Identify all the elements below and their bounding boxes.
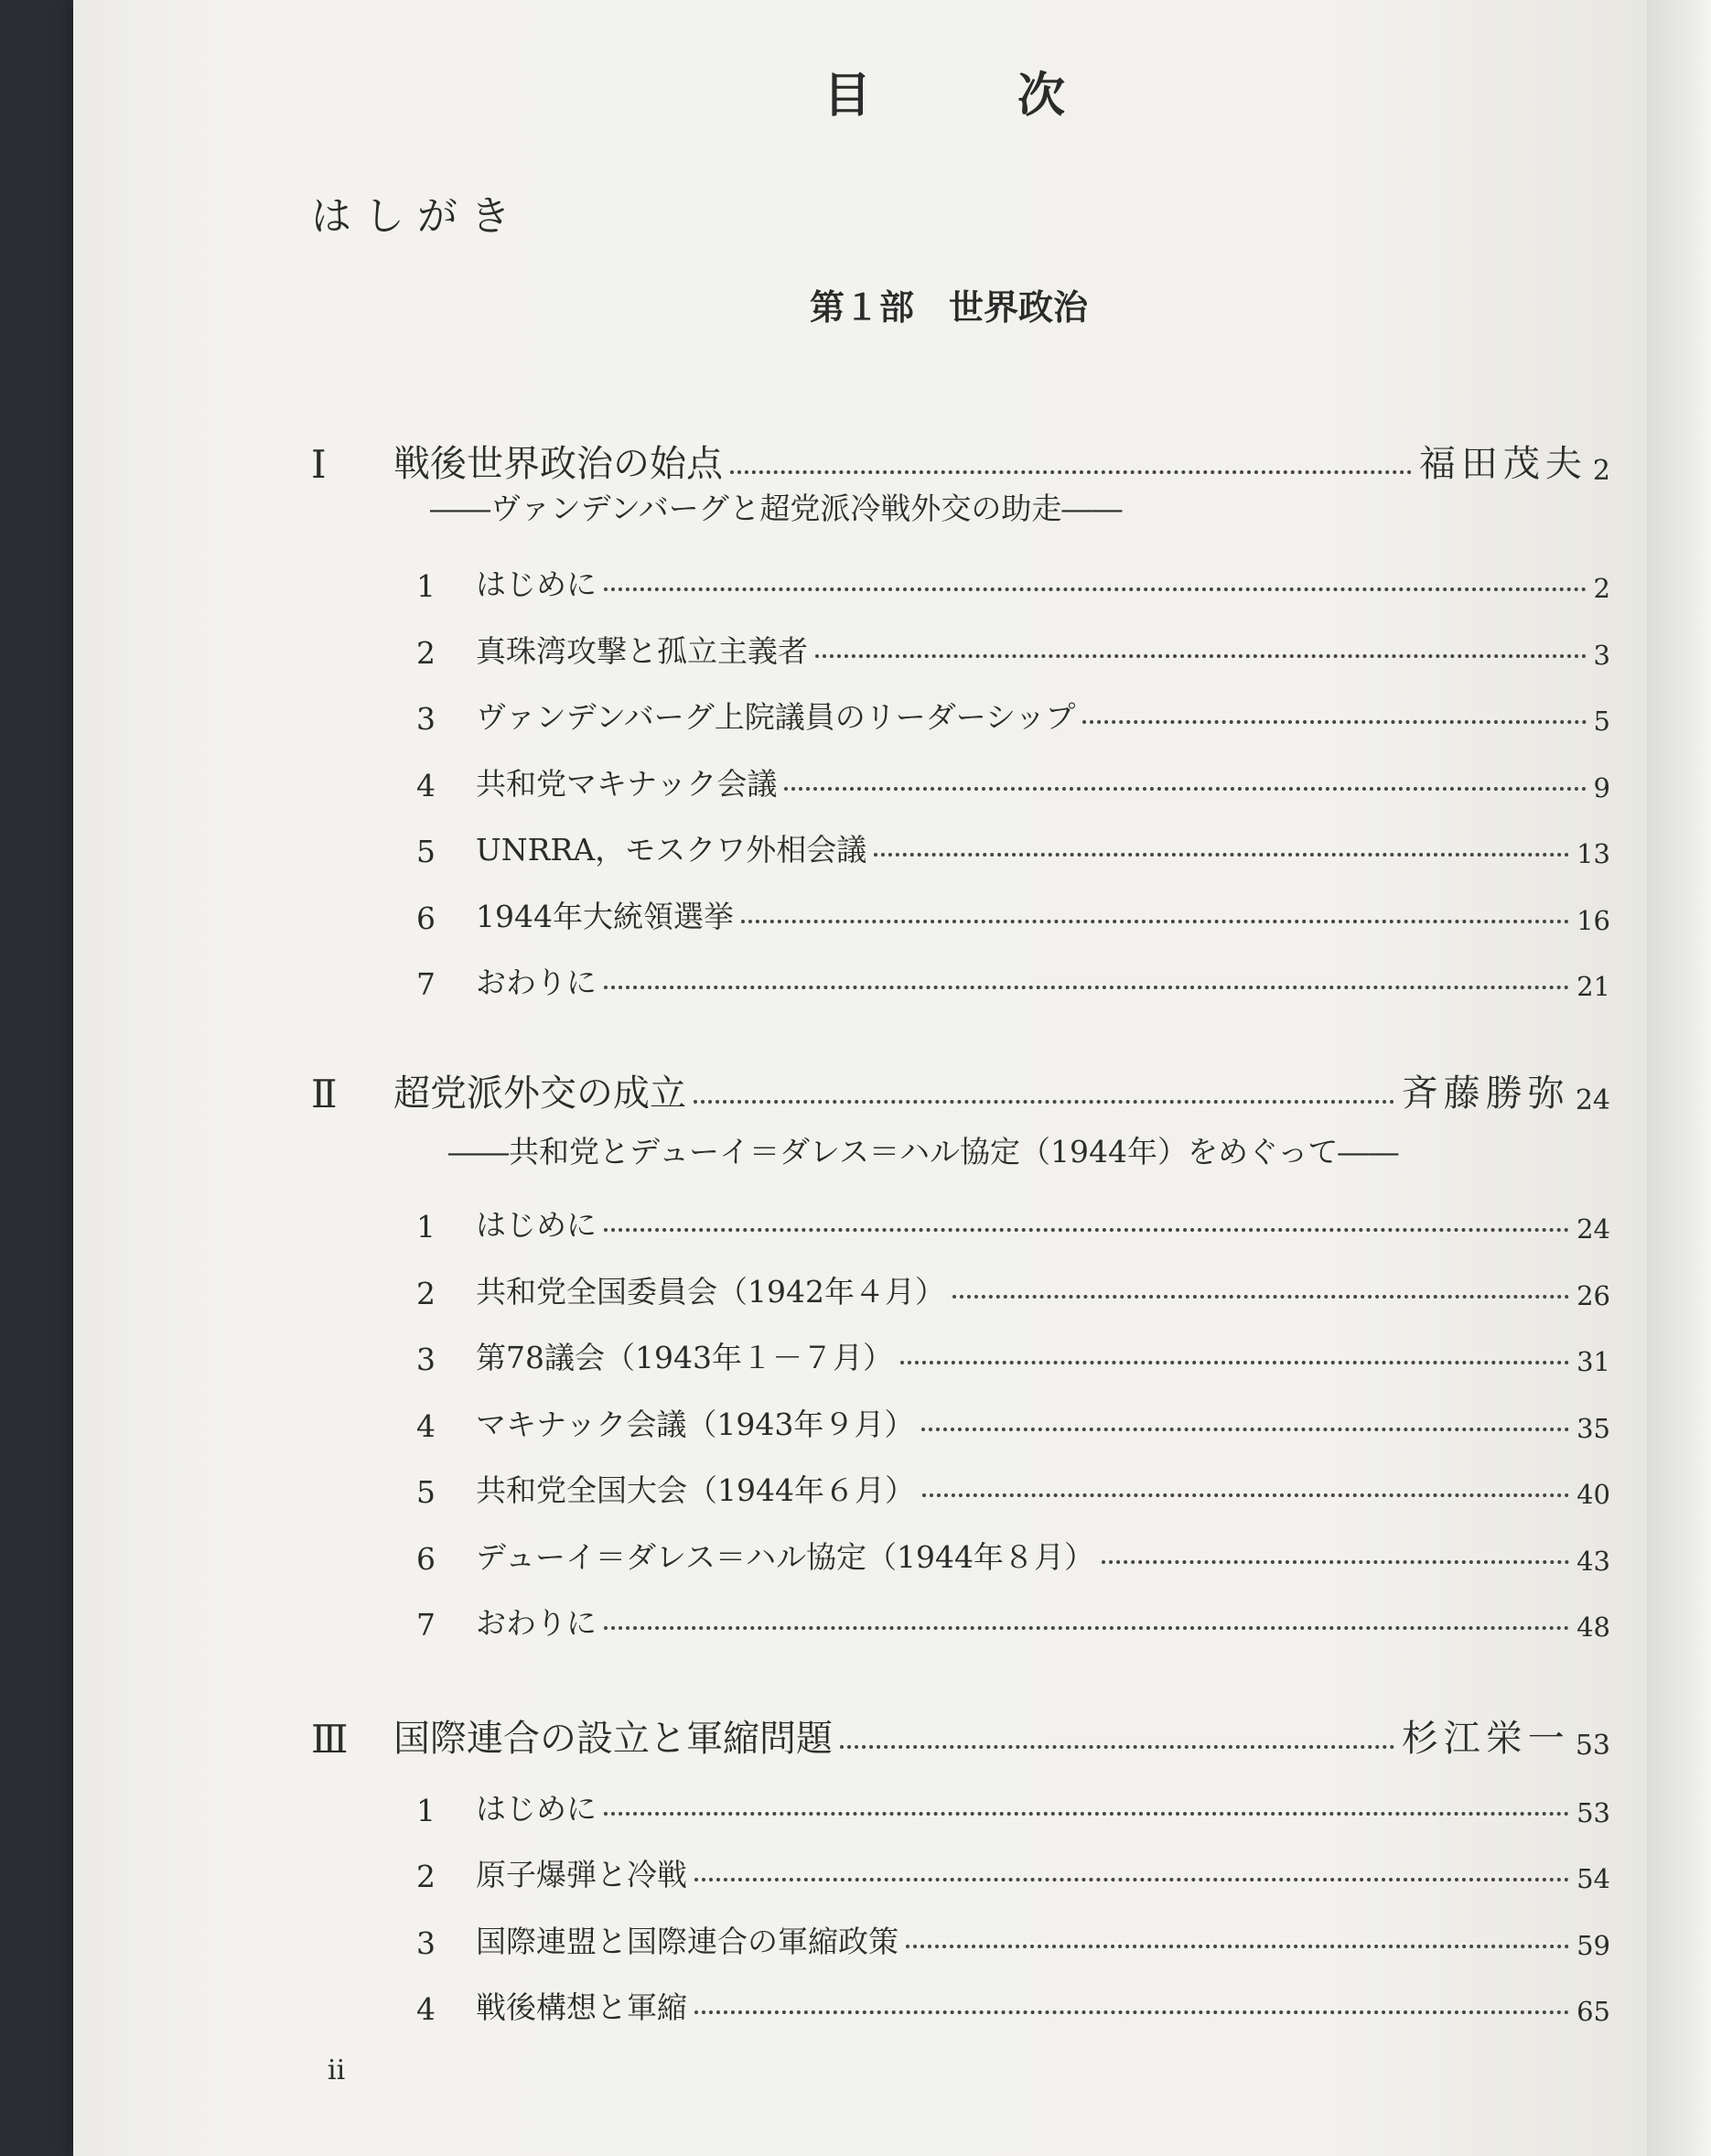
section-number: 6 xyxy=(416,1541,436,1577)
chapter-subtitle: ――共和党とデューイ＝ダレス＝ハル協定（1944年）をめぐって―― xyxy=(448,1134,1399,1170)
leader-dots xyxy=(900,1361,1569,1364)
leader-dots xyxy=(840,1745,1394,1749)
leader-dots xyxy=(741,920,1569,923)
section-page: 59 xyxy=(1576,1930,1610,1961)
section-number: 4 xyxy=(416,1991,436,2027)
section-page: 5 xyxy=(1593,706,1610,737)
section-entry xyxy=(416,1915,1610,1961)
page-folio: ii xyxy=(328,2054,346,2086)
section-title: UNRRA，モスクワ外相会議 xyxy=(476,832,867,868)
section-entry xyxy=(416,558,1610,604)
section-entry xyxy=(416,824,1610,869)
section-entry xyxy=(416,1199,1610,1245)
leader-dots xyxy=(730,470,1412,474)
section-number: 3 xyxy=(416,701,436,737)
section-entry xyxy=(416,758,1610,803)
section-entry xyxy=(416,1266,1610,1311)
section-entry xyxy=(416,1398,1610,1444)
section-number: 4 xyxy=(416,768,436,803)
leader-dots xyxy=(604,588,1587,591)
section-page: 40 xyxy=(1576,1479,1610,1510)
chapter-page: 24 xyxy=(1575,1084,1610,1116)
section-page: 43 xyxy=(1576,1546,1610,1577)
section-number: 4 xyxy=(416,1408,436,1444)
section-page: 13 xyxy=(1576,838,1610,869)
section-number: 5 xyxy=(416,834,436,869)
chapter-number: Ⅲ xyxy=(311,1717,349,1762)
section-entry xyxy=(416,956,1610,1002)
section-entry xyxy=(416,1464,1610,1510)
section-page: 2 xyxy=(1593,573,1610,604)
section-number: 2 xyxy=(416,1276,436,1311)
section-number: 2 xyxy=(416,1859,436,1894)
section-entry xyxy=(416,1849,1610,1894)
leader-dots xyxy=(694,1878,1569,1881)
section-number: 3 xyxy=(416,1342,436,1377)
section-page: 26 xyxy=(1576,1280,1610,1311)
section-title: はじめに xyxy=(476,1791,597,1827)
section-title: 戦後構想と軍縮 xyxy=(476,1989,687,2025)
section-title: 共和党マキナック会議 xyxy=(476,766,778,802)
chapter-author: 斉藤勝弥 xyxy=(1401,1073,1570,1115)
section-entry xyxy=(416,625,1610,671)
section-number: 1 xyxy=(416,1209,436,1245)
section-number: 7 xyxy=(416,966,436,1002)
chapter-number: Ⅱ xyxy=(311,1072,338,1116)
leader-dots xyxy=(874,853,1569,857)
leader-dots xyxy=(694,1100,1394,1104)
section-number: 2 xyxy=(416,635,436,671)
section-title: はじめに xyxy=(476,1207,597,1243)
chapter-title: 超党派外交の成立 xyxy=(393,1073,686,1115)
leader-dots xyxy=(1102,1560,1569,1564)
section-title: 真珠湾攻撃と孤立主義者 xyxy=(476,633,808,669)
section-title: マキナック会議（1943年９月） xyxy=(476,1407,915,1442)
section-title: おわりに xyxy=(476,1605,597,1641)
chapter-3 xyxy=(311,1698,1610,1762)
leader-dots xyxy=(694,2010,1569,2014)
leader-dots xyxy=(922,1493,1569,1497)
section-entry xyxy=(416,691,1610,737)
part-heading: 第１部 世界政治 xyxy=(810,286,1089,328)
toc-title: 目次 xyxy=(823,68,1212,124)
leader-dots xyxy=(604,1812,1569,1816)
leader-dots xyxy=(815,654,1587,658)
section-number: 3 xyxy=(416,1925,436,1961)
section-page: 65 xyxy=(1576,1996,1610,2027)
section-page: 16 xyxy=(1576,905,1610,936)
section-page: 35 xyxy=(1576,1413,1610,1444)
page-right-edge xyxy=(1647,0,1711,2156)
chapter-number: Ⅰ xyxy=(311,442,327,487)
section-entry xyxy=(416,890,1610,936)
leader-dots xyxy=(921,1428,1569,1431)
preface-entry: はしがき xyxy=(311,193,523,240)
leader-dots xyxy=(604,1626,1569,1630)
section-page: 31 xyxy=(1576,1346,1610,1377)
chapter-author: 杉江栄一 xyxy=(1401,1718,1570,1760)
leader-dots xyxy=(604,1228,1569,1232)
section-number: 5 xyxy=(416,1474,436,1510)
section-title: おわりに xyxy=(476,965,597,1000)
section-page: 9 xyxy=(1593,772,1610,803)
leader-dots xyxy=(604,986,1569,989)
leader-dots xyxy=(906,1945,1569,1948)
chapter-2 xyxy=(311,1052,1610,1116)
section-page: 21 xyxy=(1576,971,1610,1002)
section-number: 1 xyxy=(416,1793,436,1828)
chapter-page: 2 xyxy=(1592,455,1610,487)
chapter-1 xyxy=(311,423,1610,487)
section-title: 1944年大統領選挙 xyxy=(476,899,734,934)
section-title: ヴァンデンバーグ上院議員のリーダーシップ xyxy=(476,699,1076,735)
section-title: 共和党全国大会（1944年６月） xyxy=(476,1472,915,1508)
section-page: 53 xyxy=(1576,1797,1610,1828)
chapter-subtitle: ――ヴァンデンバーグと超党派冷戦外交の助走―― xyxy=(430,490,1123,526)
section-title: 共和党全国委員会（1942年４月） xyxy=(476,1274,945,1310)
section-entry xyxy=(416,1783,1610,1828)
section-title: 国際連盟と国際連合の軍縮政策 xyxy=(476,1924,899,1959)
section-number: 6 xyxy=(416,900,436,936)
chapter-title: 戦後世界政治の始点 xyxy=(393,443,723,485)
section-page: 3 xyxy=(1593,640,1610,671)
section-title: はじめに xyxy=(476,566,597,602)
leader-dots xyxy=(952,1295,1569,1299)
section-page: 24 xyxy=(1576,1213,1610,1245)
chapter-author: 福田茂夫 xyxy=(1418,443,1587,485)
chapter-title: 国際連合の設立と軍縮問題 xyxy=(393,1718,833,1760)
section-entry xyxy=(416,1531,1610,1577)
section-title: 原子爆弾と冷戦 xyxy=(476,1857,687,1892)
section-entry xyxy=(416,1597,1610,1643)
section-number: 7 xyxy=(416,1607,436,1643)
section-entry xyxy=(416,1331,1610,1377)
section-number: 1 xyxy=(416,568,436,604)
section-title: デューイ＝ダレス＝ハル協定（1944年８月） xyxy=(476,1539,1095,1575)
section-entry xyxy=(416,1981,1610,2027)
section-page: 54 xyxy=(1576,1863,1610,1894)
section-title: 第78議会（1943年１－７月） xyxy=(476,1340,893,1375)
leader-dots xyxy=(1082,720,1586,724)
chapter-page: 53 xyxy=(1575,1730,1610,1762)
leader-dots xyxy=(784,787,1586,791)
section-page: 48 xyxy=(1576,1612,1610,1643)
